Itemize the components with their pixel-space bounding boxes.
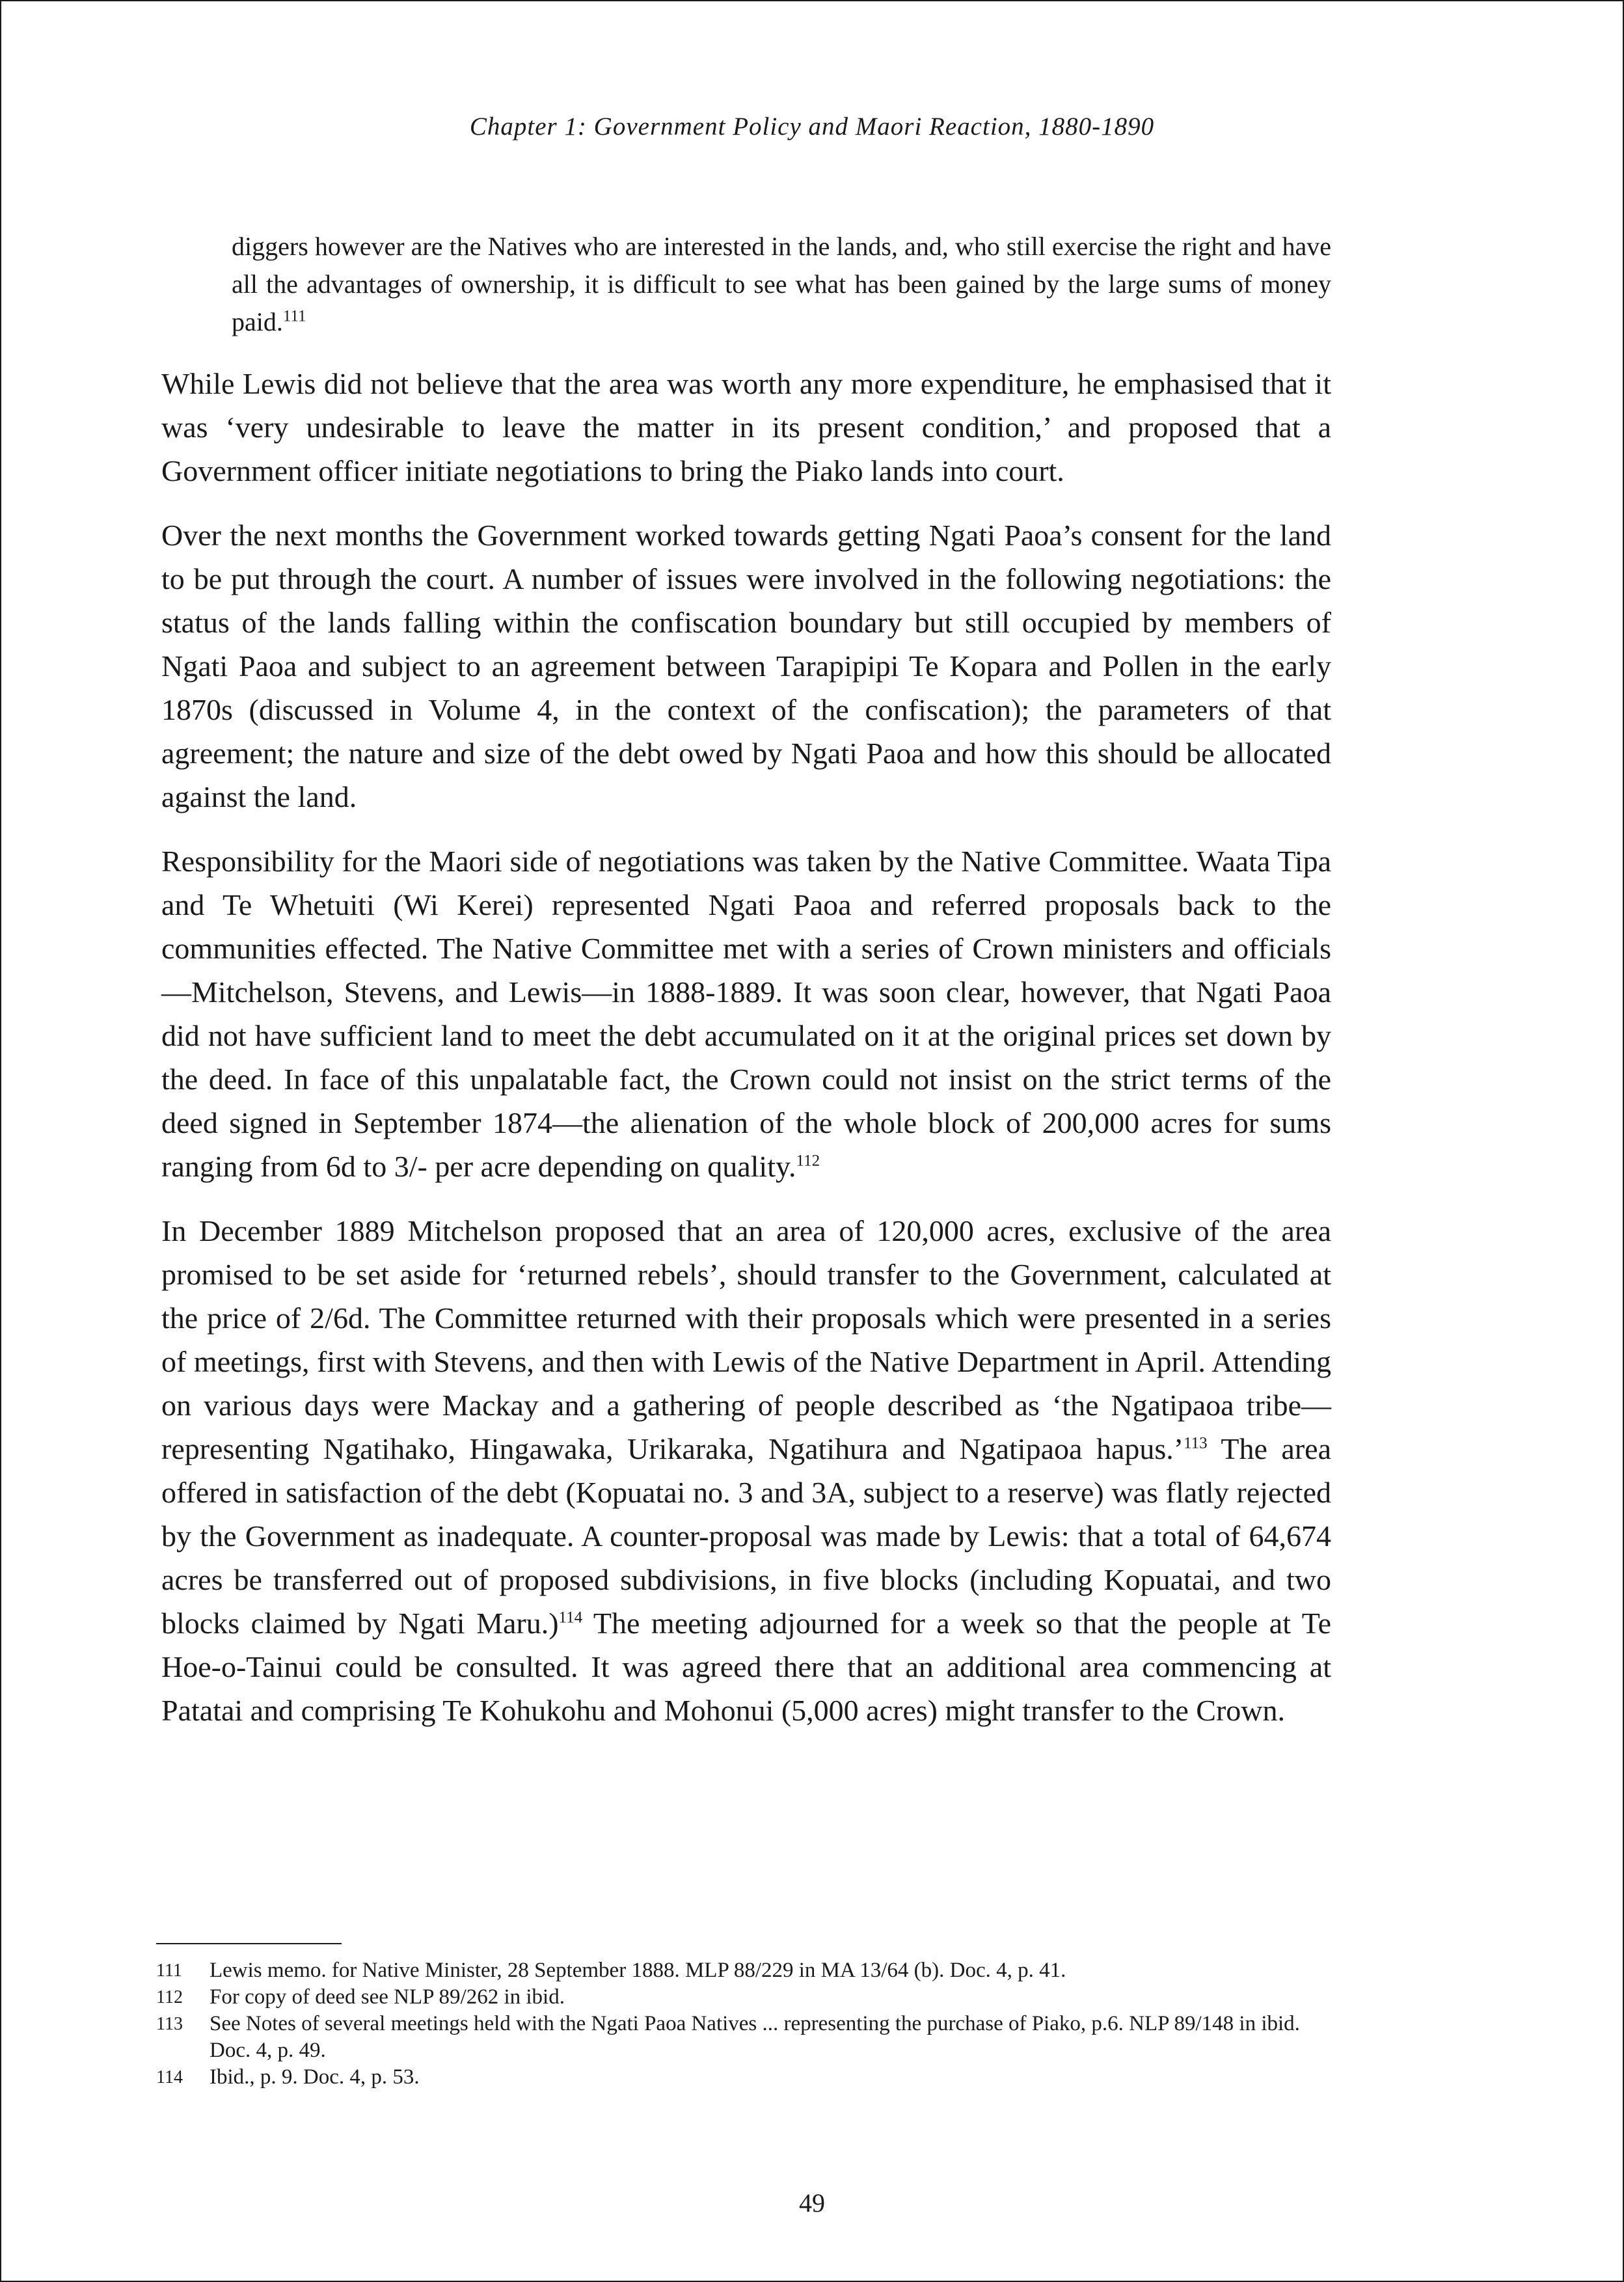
paragraph-1: While Lewis did not believe that the area was worth any more expenditure, he emphasised that it was ‘very undesirable to leave the matter in its present condition,’ and proposed that a Government officer initiate negotiations to bring the Piako lands into court. bbox=[161, 367, 1331, 487]
footnote-ref-112[interactable]: 112 bbox=[796, 1152, 820, 1170]
footnotes bbox=[156, 1957, 1334, 2091]
page-number: 49 bbox=[799, 2188, 825, 2218]
footnote-text: See Notes of several meetings held with the Ngati Paoa Natives ... representing the purchase of Piako, p.6. NLP 89/148 in ibid. Doc. 4, p. 49. bbox=[210, 2012, 1300, 2062]
footnote-text: Ibid., p. 9. Doc. 4, p. 53. bbox=[210, 2065, 420, 2089]
footnote-number: 111 bbox=[156, 1961, 182, 1981]
footnote-text: For copy of deed see NLP 89/262 in ibid. bbox=[210, 1985, 565, 2009]
footnote-number: 114 bbox=[156, 2067, 183, 2087]
paragraph-4 bbox=[161, 1209, 1331, 1732]
footnote-number: 112 bbox=[156, 1987, 183, 2007]
footnote-ref-111[interactable]: 111 bbox=[282, 307, 306, 325]
footnote-ref-113[interactable]: 113 bbox=[1184, 1434, 1208, 1452]
body-text bbox=[161, 362, 1331, 1753]
paragraph-4-text-c: The meeting adjourned for a week so that the people at Te Hoe-o-Tainui could be consulted. It was agreed there that an additional area commencing at Patatai and comprising Te Kohukohu and Mohonui (5,000 acres) might transfer to the Crown. bbox=[161, 1607, 1331, 1727]
paragraph-2: Over the next months the Government worked towards getting Ngati Paoa’s consent for the land to be put through the court. A number of issues were involved in the following negotiations: the status of the lands falling within the confiscation boundary but still occupied by members of Ngati Paoa and subject to an agreement between Tarapipipi Te Kopara and Pollen in the early 1870s (discussed in Volume 4, in the context of the confiscation); the parameters of that agreement; the nature and size of the debt owed by Ngati Paoa and how this should be allocated against the land. bbox=[161, 519, 1331, 813]
footnote-112 bbox=[156, 1984, 1334, 2011]
footnote-text: Lewis memo. for Native Minister, 28 September 1888. MLP 88/229 in MA 13/64 (b). Doc. 4, p. 41. bbox=[210, 1959, 1066, 1982]
paragraph-3 bbox=[161, 839, 1331, 1188]
paragraph-4-text-b: The area offered in satisfaction of the debt (Kopuatai no. 3 and 3A, subject to a reserve) was flatly rejected by the Government as inadequate. A counter-proposal was made by Lewis: that a total of 64,674 acres be transferred out of proposed subdivisions, in five blocks (including Kopuatai, and two blocks claimed by Ngati Maru.) bbox=[161, 1432, 1331, 1640]
block-quote-text: diggers however are the Natives who are interested in the lands, and, who still exercise the right and have all the advantages of ownership, it is difficult to see what has been gained by the large sums of money paid. bbox=[232, 232, 1331, 336]
footnote-111 bbox=[156, 1957, 1334, 1984]
paragraph-3-text: Responsibility for the Maori side of negotiations was taken by the Native Committee. Waata Tipa and Te Whetuiti (Wi Kerei) represented Ngati Paoa and referred proposals back to the communities effected. The Native Committee met with a series of Crown ministers and officials—Mitchelson, Stevens, and Lewis—in 1888-1889. It was soon clear, however, that Ngati Paoa did not have sufficient land to meet the debt accumulated on it at the original prices set down by the deed. In face of this unpalatable fact, the Crown could not insist on the strict terms of the deed signed in September 1874—the alienation of the whole block of 200,000 acres for sums ranging from 6d to 3/- per acre depending on quality. bbox=[161, 845, 1331, 1183]
footnote-number: 113 bbox=[156, 2014, 183, 2034]
running-head: Chapter 1: Government Policy and Maori Reaction, 1880-1890 bbox=[469, 113, 1155, 141]
footnote-separator bbox=[156, 1943, 342, 1944]
footnote-113 bbox=[156, 2011, 1334, 2064]
footnote-114 bbox=[156, 2064, 1334, 2091]
footnote-ref-114[interactable]: 114 bbox=[558, 1609, 583, 1627]
paragraph-4-text-a: In December 1889 Mitchelson proposed that an area of 120,000 acres, exclusive of the area promised to be set aside for ‘returned rebels’, should transfer to the Government, calculated at the price of 2/6d. The Committee returned with their proposals which were presented in a series of meetings, first with Stevens, and then with Lewis of the Native Department in April. Attending on various days were Mackay and a gathering of people described as ‘the Ngatipaoa tribe—representing Ngatihako, Hingawaka, Urikaraka, Ngatihura and Ngatipaoa hapus.’ bbox=[161, 1214, 1331, 1465]
block-quote bbox=[232, 228, 1331, 341]
